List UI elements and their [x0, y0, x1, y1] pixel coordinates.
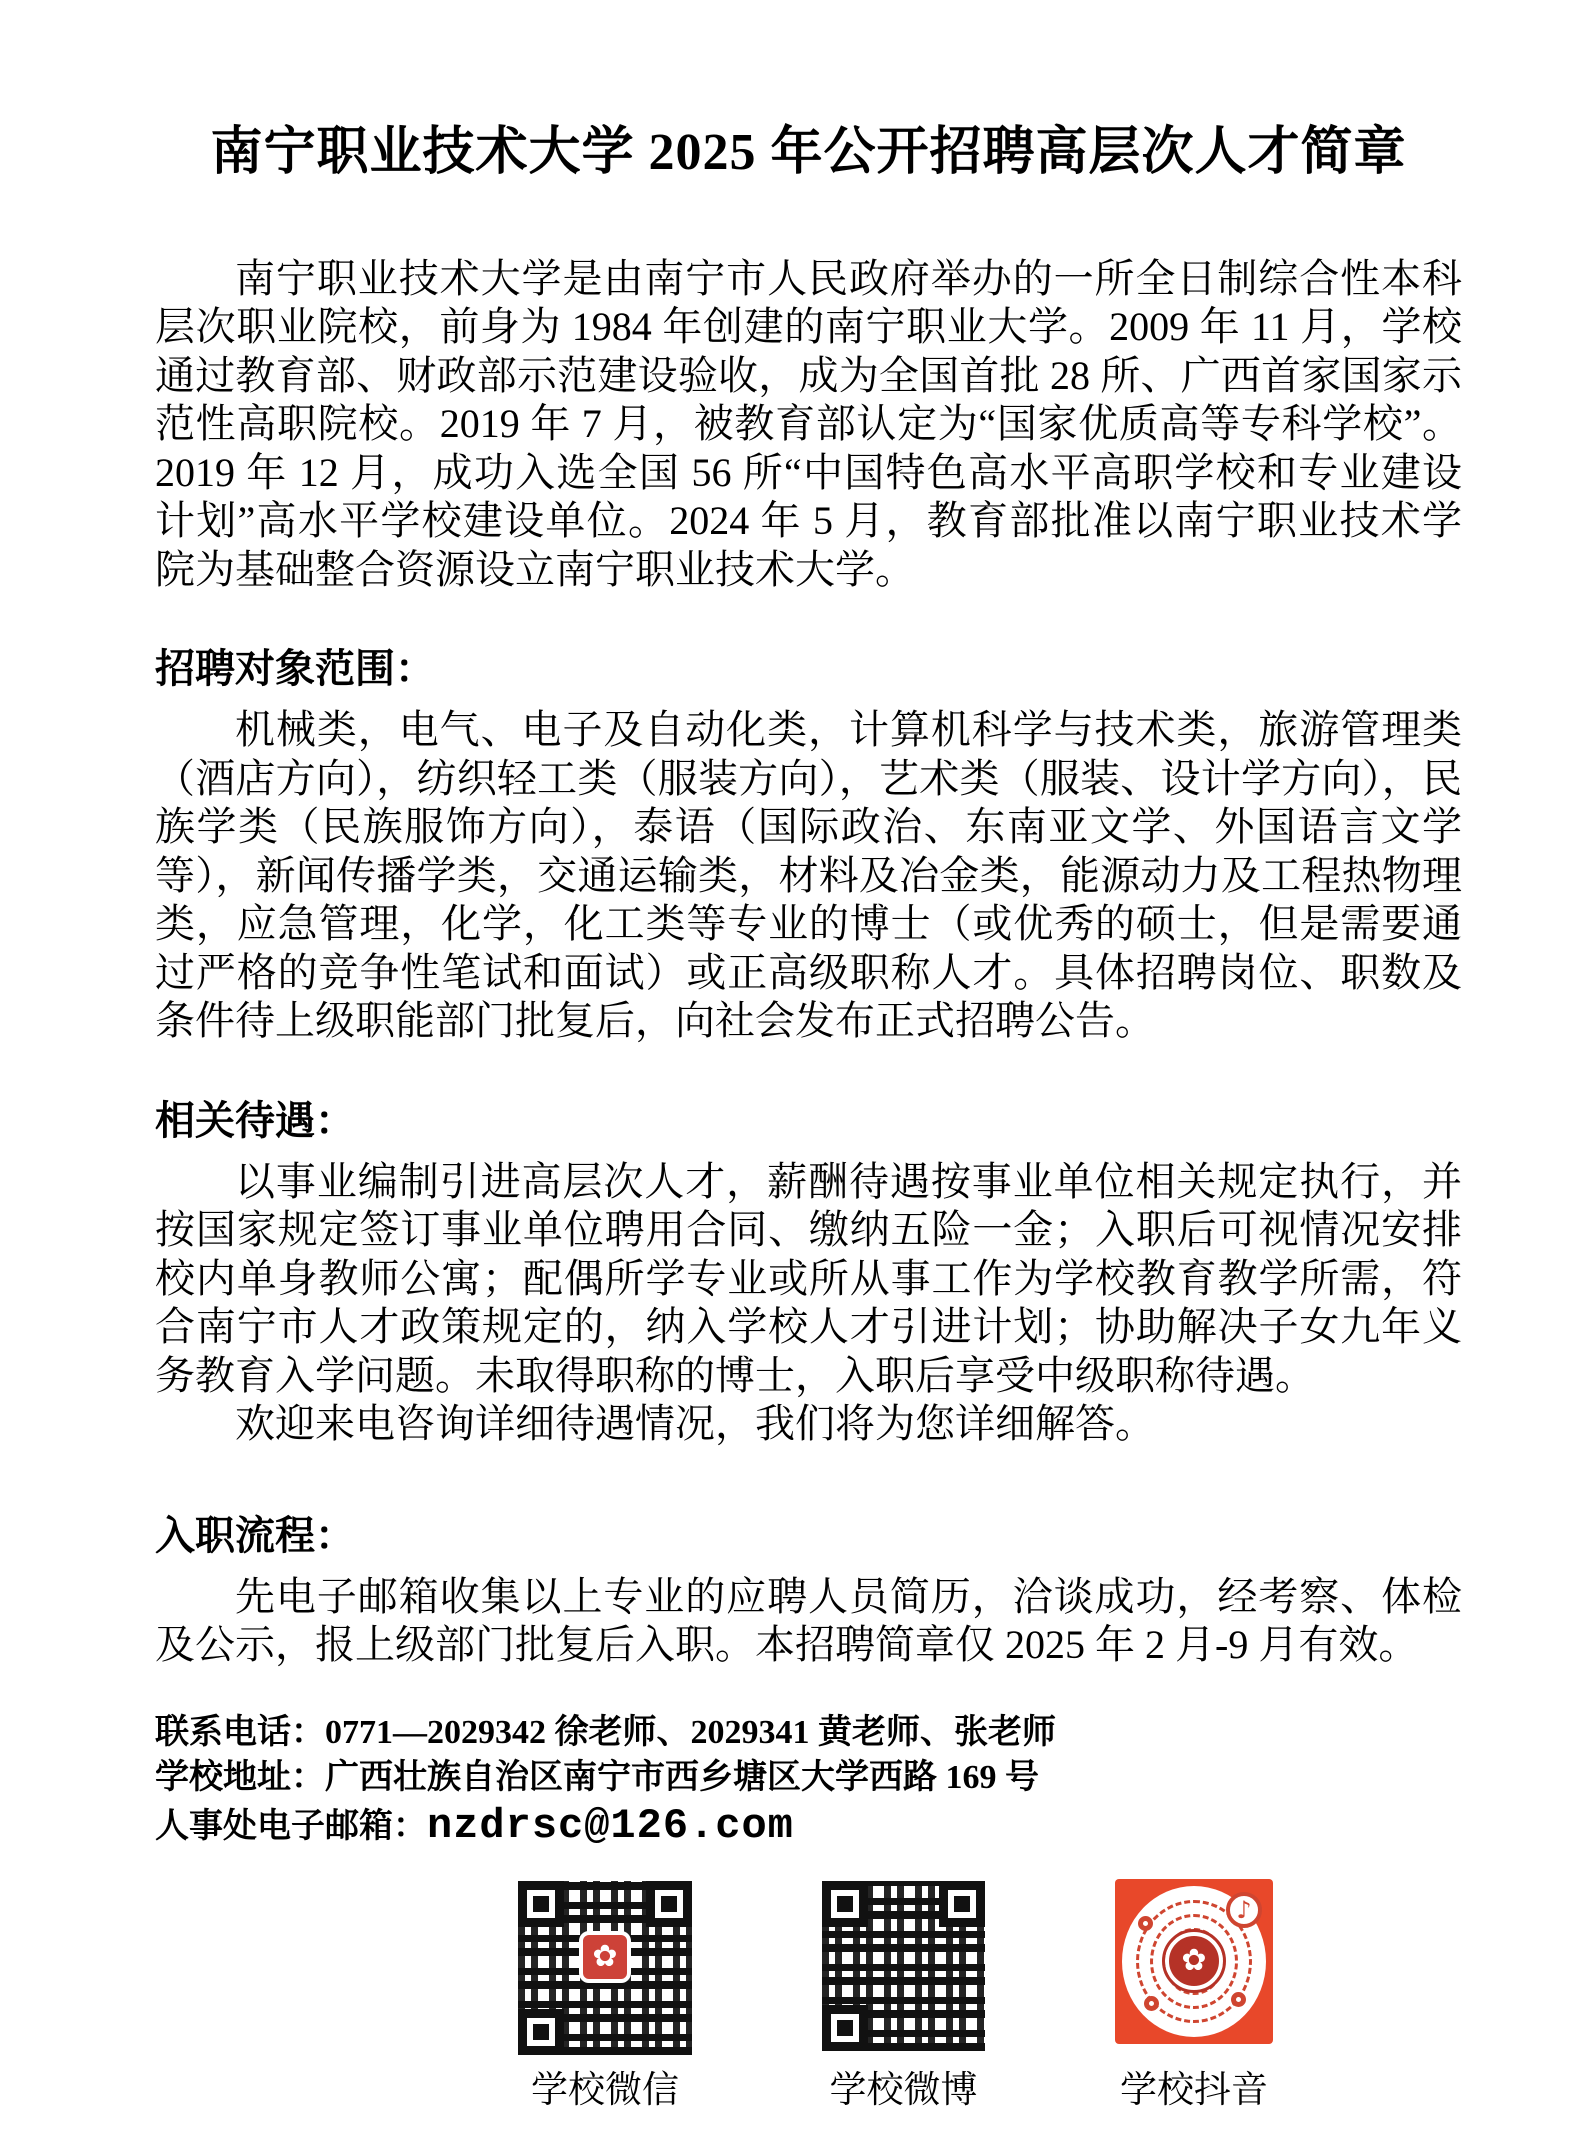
contact-address-label: 学校地址：	[155, 1758, 325, 1796]
benefits-paragraph: 以事业编制引进高层次人才，薪酬待遇按事业单位相关规定执行，并按国家规定签订事业单位聘用合同、缴纳五险一金；入职后可视情况安排校内单身教师公寓；配偶所学专业或所从事工作为学校教育教学所需，符合南宁市人才政策规定的，纳入学校人才引进计划；协助解决子女九年义务教育入学问题。未取得职称的博士，入职后享受中级职称待遇。	[155, 1158, 1462, 1398]
knot-glyph: ✿	[592, 1939, 618, 1975]
music-note-icon	[1226, 1892, 1262, 1928]
douyin-qr-circle	[1122, 1886, 1266, 2037]
qr-finder-pattern	[822, 2005, 868, 2051]
heading-benefits: 相关待遇：	[155, 1098, 355, 1143]
weibo-qr-code	[822, 1881, 985, 2051]
document-content	[0, 35, 1587, 1849]
knot-glyph: ✿	[1181, 1943, 1207, 1979]
qr-finder-pattern	[518, 1881, 564, 1927]
contact-block	[155, 1710, 1462, 1849]
contact-phone-value: 0771—2029342 徐老师、2029341 黄老师、张老师	[325, 1713, 1056, 1751]
recruitment-scope-paragraph: 机械类，电气、电子及自动化类，计算机科学与技术类，旅游管理类（酒店方向），纺织轻工类（服装方向），艺术类（服装、设计学方向），民族学类（民族服饰方向），泰语（国际政治、东南亚文学、外国语言文学等），新闻传播学类，交通运输类，材料及冶金类，能源动力及工程热物理类，应急管理，化学，化工类等专业的博士（或优秀的硕士，但是需要通过严格的竞争性笔试和面试）或正高级职称人才。具体招聘岗位、职数及条件待上级职能部门批复后，向社会发布正式招聘公告。	[155, 707, 1462, 1044]
douyin-qr-label: 学校抖音	[1120, 2069, 1268, 2111]
qr-finder-pattern	[939, 1881, 985, 1927]
benefits-welcome-call-paragraph: 欢迎来电咨询详细待遇情况，我们将为您详细解答。	[235, 1401, 1155, 1447]
page-title: 南宁职业技术大学 2025 年公开招聘高层次人才简章	[210, 123, 1407, 181]
douyin-qr-dot	[1231, 1992, 1246, 2007]
contact-email-label: 人事处电子邮箱：	[155, 1807, 427, 1845]
contact-address-line	[155, 1755, 1462, 1800]
contact-email-line	[155, 1801, 1462, 1850]
weibo-qr-label: 学校微博	[829, 2069, 978, 2111]
contact-phone-label: 联系电话：	[155, 1713, 325, 1751]
wechat-qr-code	[518, 1881, 692, 2055]
school-logo-icon	[579, 1931, 631, 1983]
heading-onboarding-process: 入职流程：	[155, 1513, 355, 1558]
school-logo-icon	[1165, 1932, 1223, 1990]
douyin-qr-dot	[1144, 1996, 1159, 2011]
intro-paragraph: 南宁职业技术大学是由南宁市人民政府举办的一所全日制综合性本科层次职业院校，前身为 1984 年创建的南宁职业大学。2009 年 11 月，学校通过教育部、财政部示范建设验收，成为全国首批 28 所、广西首家国家示范性高职院校。2019 年 7 月，被教育部认定为“国家优质高等专科学校”。2019 年 12 月，成功入选全国 56 所“中国特色高水平高职学校和专业建设计划”高水平学校建设单位。2024 年 5 月，教育部批准以南宁职业技术学院为基础整合资源设立南宁职业技术大学。	[155, 255, 1462, 592]
contact-phone-line	[155, 1710, 1462, 1755]
wechat-qr-label: 学校微信	[531, 2069, 679, 2111]
contact-email-value: nzdrsc@126.com	[427, 1801, 794, 1850]
qr-finder-pattern	[822, 1881, 868, 1927]
qr-finder-pattern	[518, 2009, 564, 2055]
douyin-qr-code	[1115, 1879, 1273, 2044]
douyin-qr-dot	[1138, 1916, 1153, 1931]
heading-recruitment-scope: 招聘对象范围：	[155, 647, 435, 692]
qr-finder-pattern	[646, 1881, 692, 1927]
contact-address-value: 广西壮族自治区南宁市西乡塘区大学西路 169 号	[325, 1758, 1039, 1796]
qr-code-row	[0, 1879, 1587, 2132]
music-note-glyph: ♪	[1236, 1895, 1252, 1924]
onboarding-process-paragraph: 先电子邮箱收集以上专业的应聘人员简历，洽谈成功，经考察、体检及公示，报上级部门批复后入职。本招聘简章仅 2025 年 2 月-9 月有效。	[155, 1573, 1462, 1668]
